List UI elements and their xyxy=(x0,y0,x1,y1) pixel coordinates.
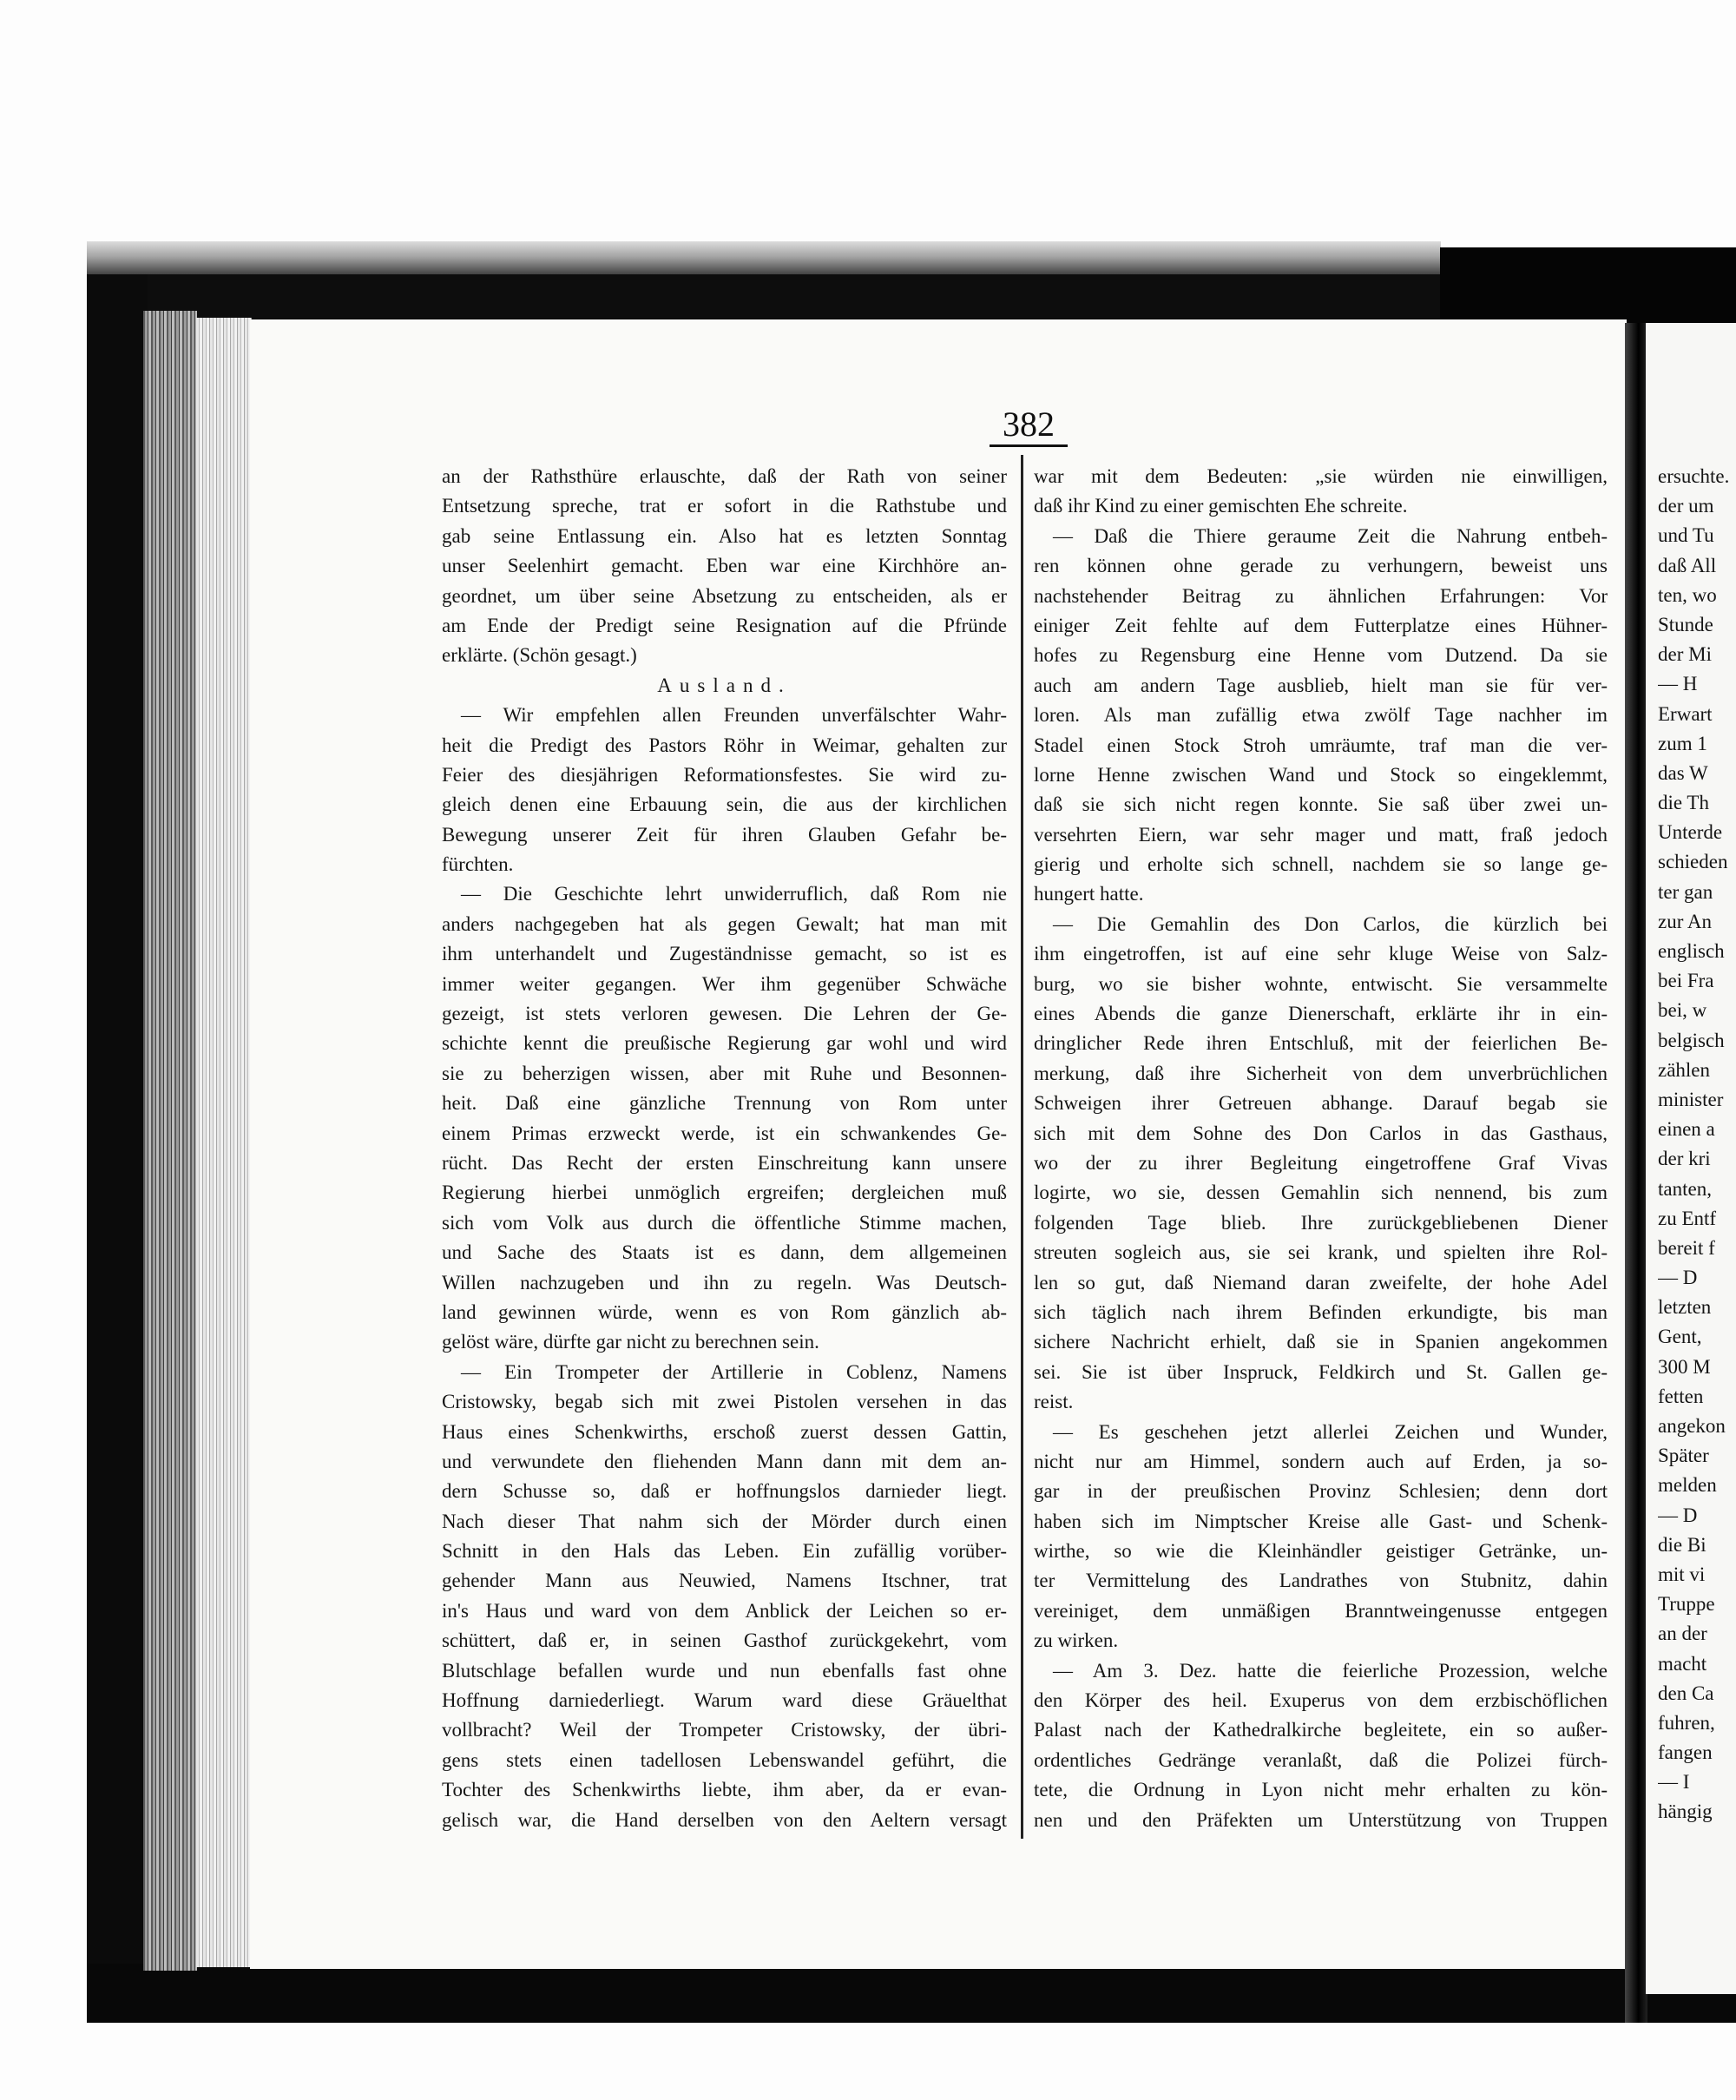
next-page-text xyxy=(1658,462,1736,1827)
fragment-text-line: ersuchte. xyxy=(1658,465,1730,487)
text-line: heit die Predigt des Pastors Röhr in Weimar, gehalten zur xyxy=(442,734,1007,756)
fragment-text-line: schieden xyxy=(1658,851,1728,873)
text-line: gens stets einen tadellosen Lebenswandel geführt, die xyxy=(442,1748,1007,1771)
text-line: sich mit dem Sohne des Don Carlos in das Gasthaus, xyxy=(1034,1122,1608,1144)
fragment-text-line: fangen xyxy=(1658,1741,1713,1764)
fragment-text-line: — I xyxy=(1658,1771,1690,1794)
fragment-text-line: das W xyxy=(1658,761,1708,784)
text-line: erklärte. (Schön gesagt.) xyxy=(442,644,637,667)
text-line: anders nachgegeben hat als gegen Gewalt; hat man mit xyxy=(442,912,1007,935)
fragment-text-line: zählen xyxy=(1658,1058,1711,1081)
main-page xyxy=(250,319,1627,1969)
fragment-text-line: die Th xyxy=(1658,792,1709,814)
text-line: heit. Daß eine gänzliche Trennung von Rom unter xyxy=(442,1092,1007,1115)
fragment-text-line: zu Entf xyxy=(1658,1207,1717,1229)
text-line: nicht nur am Himmel, sondern auch auf Erden, ja so- xyxy=(1034,1450,1608,1472)
text-line: gezeigt, ist stets verloren gewesen. Die Lehren der Ge- xyxy=(442,1003,1007,1025)
text-line: vollbracht? Weil der Trompeter Cristowsky, der übri- xyxy=(442,1719,1007,1741)
text-line: folgenden Tage blieb. Ihre zurückgebliebenen Diener xyxy=(1034,1211,1608,1234)
text-line: Hoffnung darniederliegt. Warum ward diese Gräuelthat xyxy=(442,1689,1007,1712)
article-paragraph xyxy=(1034,522,1608,910)
text-line: hofes zu Regensburg eine Henne vom Dutzend. Da sie xyxy=(1034,644,1608,667)
fragment-text-line: Erwart xyxy=(1658,702,1713,725)
fragment-text-line: Später xyxy=(1658,1445,1709,1467)
text-line: logirte, wo sie, dessen Gemahlin sich nennend, bis zum xyxy=(1034,1182,1608,1204)
fragment-text-line: hängig xyxy=(1658,1800,1713,1823)
text-line: vereiniget, dem unmäßigen Branntweingenusse entgegen xyxy=(1034,1599,1608,1622)
text-line: gleich denen eine Erbauung sein, die aus der kirchlichen xyxy=(442,793,1007,816)
article-paragraph xyxy=(442,701,1007,879)
text-line: Blutschlage befallen wurde und nun ebenfalls fast ohne xyxy=(442,1659,1007,1682)
text-line: ihm eingetroffen, ist auf eine sehr kluge Weise von Salz- xyxy=(1034,943,1608,965)
text-line: fürchten. xyxy=(442,853,514,876)
text-line: daß sie sich nicht regen konnte. Sie saß über zwei un- xyxy=(1034,793,1608,816)
text-line: nachstehender Beitrag zu ähnlichen Erfahrungen: Vor xyxy=(1034,584,1608,607)
text-line: loren. Als man zufällig etwa zwölf Tage nachher im xyxy=(1034,704,1608,727)
text-line: Feier des diesjährigen Reformationsfestes. Sie wird zu- xyxy=(442,763,1007,786)
text-line: — Es geschehen jetzt allerlei Zeichen und Wunder, xyxy=(1053,1420,1608,1443)
page-edge-stack-dark xyxy=(143,311,197,1971)
scanner-frame-left xyxy=(87,274,148,2023)
text-line: Stadel einen Stock Stroh umräumte, traf man die ver- xyxy=(1034,734,1608,756)
fragment-text-line: Unterde xyxy=(1658,821,1723,844)
column-rule xyxy=(1021,455,1023,1839)
fragment-text-line: ter gan xyxy=(1658,880,1713,903)
fragment-text-line: belgisch xyxy=(1658,1029,1725,1051)
text-line: merkung, daß ihre Sicherheit von dem unverbrüchlichen xyxy=(1034,1062,1608,1084)
text-line: Tochter des Schenkwirths liebte, ihm aber, da er evan- xyxy=(442,1779,1007,1801)
fragment-text-line: ten, wo xyxy=(1658,583,1717,606)
fragment-text-line: bereit f xyxy=(1658,1236,1715,1259)
text-line: streuten sogleich aus, sie sei krank, und spielten ihre Rol- xyxy=(1034,1241,1608,1264)
text-line: ren können ohne gerade zu verhungern, beweist uns xyxy=(1034,555,1608,577)
article-paragraph xyxy=(1034,910,1608,1418)
page-edge-stack-light xyxy=(196,318,252,1967)
right-column xyxy=(1034,462,1608,1835)
fragment-text-line: den Ca xyxy=(1658,1682,1714,1704)
text-line: ter Vermittelung des Landrathes von Stubnitz, dahin xyxy=(1034,1570,1608,1592)
text-line: Willen nachzugeben und ihn zu regeln. Was Deutsch- xyxy=(442,1271,1007,1294)
fragment-text-line: Truppe xyxy=(1658,1593,1715,1616)
text-line: haben sich im Nimptscher Kreise alle Gast- und Schenk- xyxy=(1034,1510,1608,1532)
fragment-text-line: mit vi xyxy=(1658,1563,1706,1585)
article-paragraph xyxy=(1034,462,1608,522)
text-line: Bewegung unserer Zeit für ihren Glauben Gefahr be- xyxy=(442,823,1007,846)
scanner-frame-top xyxy=(87,274,1441,323)
text-line: gehender Mann aus Neuwied, Namens Itschner, trat xyxy=(442,1570,1007,1592)
fragment-text-line: zur An xyxy=(1658,910,1712,932)
article-paragraph xyxy=(442,1358,1007,1835)
left-column xyxy=(442,462,1007,1835)
text-line: — Am 3. Dez. hatte die feierliche Prozession, welche xyxy=(1053,1659,1608,1682)
page-number: 382 xyxy=(990,405,1068,447)
fragment-text-line: und Tu xyxy=(1658,524,1714,547)
text-line: und Sache des Staats ist es dann, dem allgemeinen xyxy=(442,1241,1007,1264)
fragment-text-line: tanten, xyxy=(1658,1177,1712,1200)
text-line: unser Seelenhirt gemacht. Eben war eine Kirchhöre an- xyxy=(442,555,1007,577)
text-line: an der Rathsthüre erlauschte, daß der Rath von seiner xyxy=(442,465,1007,487)
fragment-text-line: der kri xyxy=(1658,1148,1711,1170)
text-line: in's Haus und ward von dem Anblick der Leichen so er- xyxy=(442,1599,1007,1622)
text-line: reist. xyxy=(1034,1391,1074,1413)
text-line: Regierung hierbei unmöglich ergreifen; dergleichen muß xyxy=(442,1182,1007,1204)
fragment-text-line: letzten xyxy=(1658,1296,1712,1319)
text-line: Nach dieser That nahm sich der Mörder durch einen xyxy=(442,1510,1007,1532)
fragment-text-line: minister xyxy=(1658,1088,1724,1110)
fragment-text-line: bei, w xyxy=(1658,999,1707,1022)
text-line: Haus eines Schenkwirths, erschoß zuerst dessen Gattin, xyxy=(442,1420,1007,1443)
fragment-text-line: Gent, xyxy=(1658,1326,1702,1348)
text-line: und verwundete den fliehenden Mann dann mit dem an- xyxy=(442,1450,1007,1472)
article-paragraph xyxy=(442,879,1007,1357)
text-line: versehrten Eiern, war sehr mager und matt, fraß jedoch xyxy=(1034,823,1608,846)
article-paragraph xyxy=(442,462,1007,671)
text-line: einem Primas erzweckt werde, ist ein schwankendes Ge- xyxy=(442,1122,1007,1144)
text-line: sich täglich nach ihrem Befinden erkundigte, bis man xyxy=(1034,1300,1608,1323)
fragment-text-line: fetten xyxy=(1658,1385,1704,1407)
text-line: dern Schusse so, daß er hoffnungslos darnieder liegt. xyxy=(442,1480,1007,1503)
text-line: tete, die Ordnung in Lyon nicht mehr erhalten zu kön- xyxy=(1034,1779,1608,1801)
book-gutter xyxy=(1625,323,1647,2023)
scanner-frame-bottom xyxy=(87,1964,1736,2023)
text-line: Palast nach der Kathedralkirche begleitete, ein so außer- xyxy=(1034,1719,1608,1741)
text-line: hungert hatte. xyxy=(1034,883,1144,905)
text-line: war mit dem Bedeuten: „sie würden nie einwilligen, xyxy=(1034,465,1608,487)
text-line: lorne Henne zwischen Wand und Stock so eingeklemmt, xyxy=(1034,763,1608,786)
text-line: immer weiter gegangen. Wer ihm gegenüber Schwäche xyxy=(442,972,1007,995)
text-line: zu wirken. xyxy=(1034,1629,1119,1652)
text-line: auch am andern Tage ausblieb, hielt man sie für ver- xyxy=(1034,674,1608,696)
scanner-top-shadow xyxy=(87,241,1441,276)
text-line: sich vom Volk aus durch die öffentliche Stimme machen, xyxy=(442,1211,1007,1234)
text-line: wirthe, so wie die Kleinhändler geistiger Getränke, un- xyxy=(1034,1540,1608,1563)
text-line: schüttert, daß er, in seinen Gasthof zurückgekehrt, vom xyxy=(442,1629,1007,1652)
text-line: — Die Geschichte lehrt unwiderruflich, daß Rom nie xyxy=(461,883,1007,905)
fragment-text-line: fuhren, xyxy=(1658,1711,1715,1734)
text-line: nen und den Präfekten um Unterstützung von Truppen xyxy=(1034,1808,1608,1831)
text-line: sie zu beherzigen wissen, aber mit Ruhe und Besonnen- xyxy=(442,1062,1007,1084)
text-line: gelisch war, die Hand derselben von den Aeltern versagt xyxy=(442,1808,1007,1831)
fragment-text-line: die Bi xyxy=(1658,1533,1706,1556)
fragment-text-line: einen a xyxy=(1658,1118,1715,1141)
fragment-text-line: englisch xyxy=(1658,940,1725,962)
section-heading: Ausland. xyxy=(657,674,792,696)
text-line: — Daß die Thiere geraume Zeit die Nahrung entbeh- xyxy=(1053,524,1608,547)
text-line: Schweigen ihrer Getreuen abhange. Darauf begab sie xyxy=(1034,1092,1608,1115)
text-line: Cristowsky, begab sich mit zwei Pistolen versehen in das xyxy=(442,1391,1007,1413)
text-line: — Ein Trompeter der Artillerie in Coblenz, Namens xyxy=(461,1360,1007,1383)
text-line: Entsetzung spreche, trat er sofort in die Rathstube und xyxy=(442,495,1007,517)
text-line: gelöst wäre, dürfte gar nicht zu berechnen sein. xyxy=(442,1331,819,1353)
fragment-text-line: an der xyxy=(1658,1623,1707,1645)
article-paragraph xyxy=(1034,1418,1608,1656)
text-line: land gewinnen würde, wenn es von Rom gänzlich ab- xyxy=(442,1300,1007,1323)
fragment-text-line: 300 M xyxy=(1658,1355,1711,1378)
text-line: burg, wo sie bisher wohnte, entwischt. Sie versammelte xyxy=(1034,972,1608,995)
text-line: — Die Gemahlin des Don Carlos, die kürzlich bei xyxy=(1053,912,1608,935)
text-line: am Ende der Predigt seine Resignation auf die Pfründe xyxy=(442,614,1007,636)
text-line: wo der zu ihrer Begleitung eingetroffene Graf Vivas xyxy=(1034,1151,1608,1174)
text-line: den Körper des heil. Exuperus von dem erzbischöflichen xyxy=(1034,1689,1608,1712)
text-line: gar in der preußischen Provinz Schlesien; denn dort xyxy=(1034,1480,1608,1503)
fragment-text-line: zum 1 xyxy=(1658,732,1707,754)
text-line: len so gut, daß Niemand daran zweifelte, der hohe Adel xyxy=(1034,1271,1608,1294)
text-line: gab seine Entlassung ein. Also hat es letzten Sonntag xyxy=(442,524,1007,547)
fragment-text-line: daß All xyxy=(1658,554,1717,576)
text-line: geordnet, um über seine Absetzung zu entscheiden, als er xyxy=(442,584,1007,607)
fragment-text-line: macht xyxy=(1658,1652,1707,1675)
fragment-text-line: — D xyxy=(1658,1504,1698,1526)
scanner-frame-top-right xyxy=(1440,247,1736,324)
fragment-text-line: bei Fra xyxy=(1658,970,1714,992)
text-line: ihm unterhandelt und Zugeständnisse gemacht, so ist es xyxy=(442,943,1007,965)
text-line: daß ihr Kind zu einer gemischten Ehe schreite. xyxy=(1034,495,1408,517)
next-page-fragment xyxy=(1646,323,1736,1994)
text-line: gierig und erholte sich schnell, nachdem sie so lange ge- xyxy=(1034,853,1608,876)
fragment-text-line: angekon xyxy=(1658,1415,1726,1437)
text-line: rücht. Das Recht der ersten Einschreitung kann unsere xyxy=(442,1151,1007,1174)
text-line: einiger Zeit fehlte auf dem Futterplatze eines Hühner- xyxy=(1034,614,1608,636)
fragment-text-line: — H xyxy=(1658,673,1698,695)
fragment-text-line: der Mi xyxy=(1658,643,1712,666)
text-line: Schnitt in den Hals das Leben. Ein zufällig vorüber- xyxy=(442,1540,1007,1563)
text-line: schichte kennt die preußische Regierung gar wohl und wird xyxy=(442,1032,1007,1055)
text-line: sei. Sie ist über Inspruck, Feldkirch und St. Gallen ge- xyxy=(1034,1360,1608,1383)
text-line: eines Abends die ganze Dienerschaft, erklärte ihr in ein- xyxy=(1034,1003,1608,1025)
text-line: — Wir empfehlen allen Freunden unverfälschter Wahr- xyxy=(461,704,1007,727)
text-line: ordentliches Gedränge veranlaßt, daß die Polizei fürch- xyxy=(1034,1748,1608,1771)
fragment-text-line: Stunde xyxy=(1658,613,1713,635)
article-paragraph xyxy=(1034,1656,1608,1835)
text-line: dringlicher Rede ihren Entschluß, mit der feierlichen Be- xyxy=(1034,1032,1608,1055)
fragment-text-line: der um xyxy=(1658,495,1714,517)
text-line: sichere Nachricht erhielt, daß sie in Spanien angekommen xyxy=(1034,1331,1608,1353)
fragment-text-line: — D xyxy=(1658,1267,1698,1289)
fragment-text-line: melden xyxy=(1658,1474,1717,1497)
